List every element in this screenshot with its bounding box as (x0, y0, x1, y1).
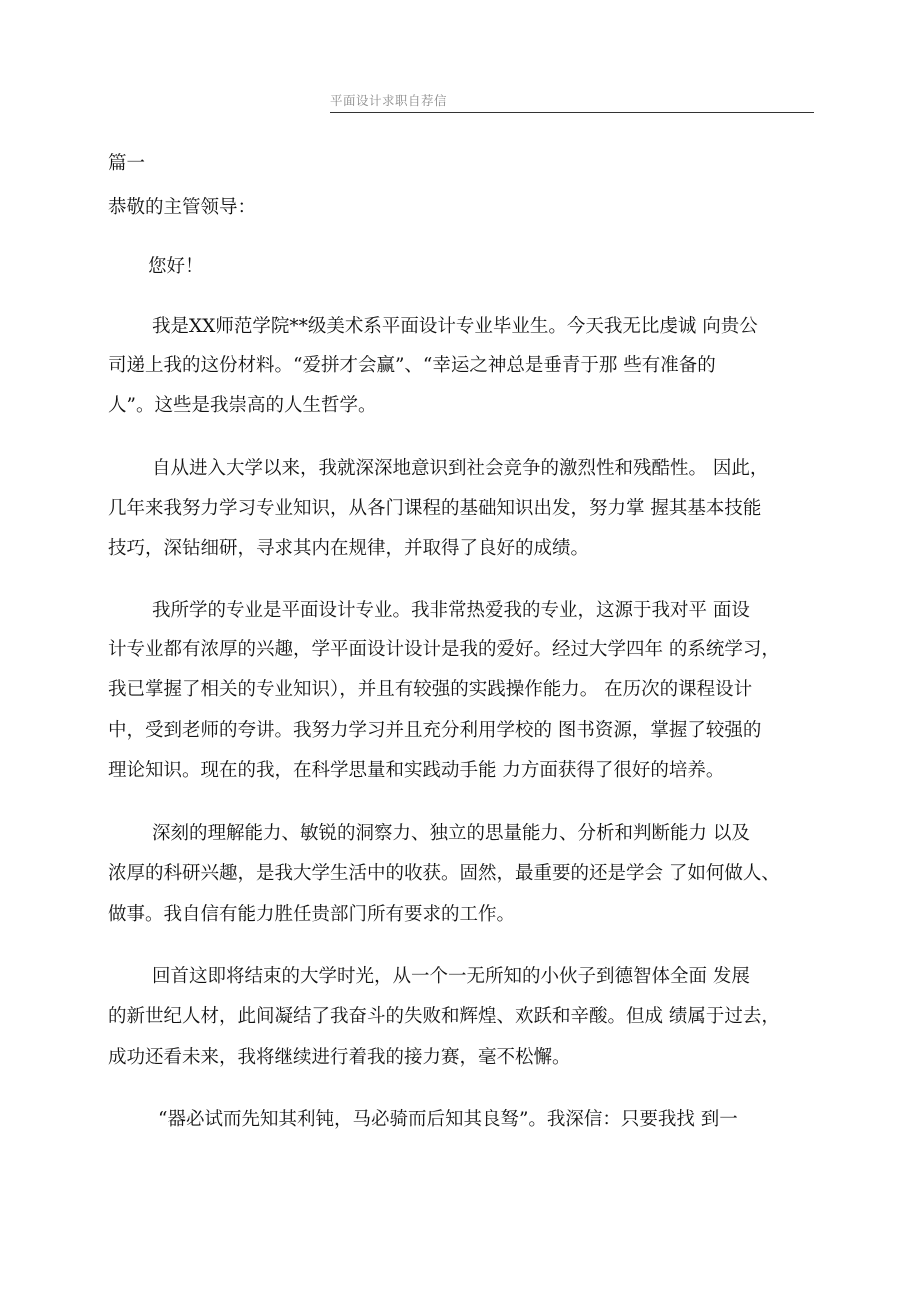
body-line: 司递上我的这份材料。“爱拼才会赢”、“幸运之神总是垂青于那 些有准备的 (108, 355, 716, 376)
body-line: 计专业都有浓厚的兴趣，学平面设计设计是我的爱好。经过大学四年 的系统学习， (108, 639, 780, 660)
body-line: 做事。我自信有能力胜任贵部门所有要求的工作。 (108, 904, 516, 925)
body-line: 回首这即将结束的大学时光，从一个一无所知的小伙子到德智体全面 发展 (152, 966, 750, 987)
page-header-title: 平面设计求职自荐信 (330, 93, 448, 108)
body-line: 几年来我努力学习专业知识，从各门课程的基础知识出发，努力掌 握其基本技能 (108, 498, 762, 519)
body-line: 我所学的专业是平面设计专业。我非常热爱我的专业，这源于我对平 面设 (152, 600, 750, 621)
body-line: 成功还看未来，我将继续进行着我的接力赛，毫不松懈。 (108, 1047, 571, 1068)
body-line: 我已掌握了相关的专业知识），并且有较强的实践操作能力。 在历次的课程设计 (108, 679, 753, 700)
body-line: 自从进入大学以来，我就深深地意识到社会竞争的激烈性和残酷性。 因此， (152, 458, 769, 479)
body-line: “器必试而先知其利钝，马必骑而后知其良驽”。我深信：只要我找 到一 (158, 1109, 738, 1130)
body-line: 人”。这些是我崇高的人生哲学。 (108, 395, 377, 416)
body-line: 技巧，深钻细研，寻求其内在规律，并取得了良好的成绩。 (108, 538, 590, 559)
body-line: 理论知识。现在的我，在科学思量和实践动手能 力方面获得了很好的培养。 (108, 760, 725, 781)
body-line: 中，受到老师的夸讲。我努力学习并且充分利用学校的 图书资源，掌握了较强的 (108, 720, 762, 741)
greeting: 您好！ (148, 256, 204, 277)
body-line: 我是XX师范学院**级美术系平面设计专业毕业生。今天我无比虔诚 向贵公 (152, 316, 758, 337)
body-line: 深刻的理解能力、敏锐的洞察力、独立的思量能力、分析和判断能力 以及 (152, 823, 750, 844)
salutation: 恭敬的主管领导： (108, 197, 257, 218)
page-header (330, 92, 814, 113)
body-line: 的新世纪人材，此间凝结了我奋斗的失败和辉煌、欢跃和辛酸。但成 绩属于过去， (108, 1006, 780, 1027)
section-label: 篇一 (108, 153, 146, 174)
body-line: 浓厚的科研兴趣，是我大学生活中的收获。固然，最重要的还是学会 了如何做人、 (108, 863, 780, 884)
